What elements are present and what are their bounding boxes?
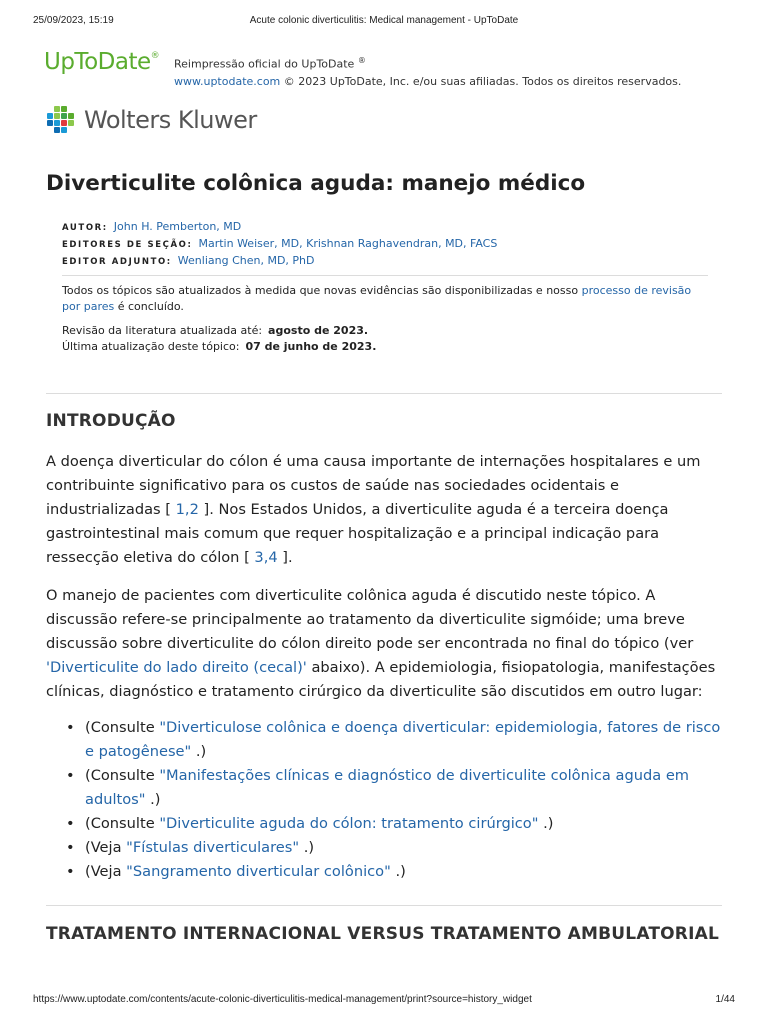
bullet-icon: •	[66, 815, 75, 832]
author-label: AUTOR:	[62, 223, 108, 233]
wolters-kluwer-mark-icon	[45, 105, 77, 137]
reprint-registered-mark: ®	[357, 56, 366, 65]
list-item	[66, 764, 726, 812]
print-url: https://www.uptodate.com/contents/acute-colonic-diverticulitis-medical-management/print?source=history_widget	[33, 994, 532, 1005]
related-topics-list	[66, 716, 726, 884]
intro-p2-text-a: O manejo de pacientes com diverticulite colônica aguda é discutido neste tópico. A discussão refere-se principalmente ao tratamento da diverticulite sigmóide; uma breve discussão sobre diverticulite do cólon direito pode ser encontrada no final do tópico (ver	[46, 587, 694, 652]
metadata-divider	[62, 275, 708, 276]
author-row	[62, 219, 497, 236]
list-item	[66, 860, 726, 884]
reprint-notice	[174, 52, 681, 90]
related-topic-link[interactable]: "Sangramento diverticular colônico"	[126, 863, 391, 880]
related-topic-link[interactable]: "Manifestações clínicas e diagnóstico de diverticulite colônica aguda em adultos"	[85, 767, 690, 808]
list-item-suffix: .)	[303, 839, 315, 856]
list-item-suffix: .)	[195, 743, 207, 760]
print-datetime: 25/09/2023, 15:19	[33, 15, 114, 26]
update-note-text: Todos os tópicos são atualizados à medida que novas evidências são disponibilizadas e nosso	[62, 284, 579, 297]
print-page-number: 1/44	[715, 994, 735, 1005]
list-item	[66, 812, 726, 836]
bullet-icon: •	[66, 839, 75, 856]
deputy-editor-link[interactable]: Wenliang Chen, MD, PhD	[177, 254, 315, 267]
related-topic-link[interactable]: "Diverticulite aguda do cólon: tratamento cirúrgico"	[159, 815, 539, 832]
intro-p1-text-c: ].	[282, 549, 293, 566]
brand-row	[44, 46, 734, 86]
list-item-prefix: (Consulte	[85, 719, 155, 736]
review-dates	[62, 323, 376, 355]
deputy-editor-label: EDITOR ADJUNTO:	[62, 257, 172, 267]
author-link[interactable]: John H. Pemberton, MD	[113, 220, 242, 233]
list-item-prefix: (Veja	[85, 839, 122, 856]
bullet-icon: •	[66, 767, 75, 784]
deputy-editor-row	[62, 253, 497, 270]
intro-paragraph-1	[46, 450, 726, 570]
print-footer	[33, 994, 735, 1005]
page-title: Diverticulite colônica aguda: manejo médico	[46, 171, 586, 196]
last-update-row	[62, 339, 376, 355]
intro-p2-text-b: abaixo). A epidemiologia, fisiopatologia, manifestações clínicas, diagnóstico e tratamento cirúrgico da diverticulite são discutidos em outro lugar:	[46, 659, 716, 700]
update-note	[62, 283, 712, 315]
section-editors-link[interactable]: Martin Weiser, MD, Krishnan Raghavendran, MD, FACS	[198, 237, 498, 250]
section-heading-introduction: INTRODUÇÃO	[46, 411, 176, 431]
list-item-prefix: (Consulte	[85, 815, 155, 832]
last-update-date: 07 de junho de 2023.	[245, 340, 377, 353]
list-item	[66, 716, 726, 764]
list-item-suffix: .)	[150, 791, 161, 808]
right-sided-diverticulitis-link[interactable]: 'Diverticulite do lado direito (cecal)'	[46, 659, 307, 676]
last-update-label: Última atualização deste tópico:	[62, 340, 240, 353]
list-item-prefix: (Consulte	[85, 767, 155, 784]
list-item-suffix: .)	[395, 863, 406, 880]
related-topic-link[interactable]: "Fístulas diverticulares"	[126, 839, 300, 856]
section-heading-treatment-setting: TRATAMENTO INTERNACIONAL VERSUS TRATAMENTO AMBULATORIAL	[46, 924, 720, 944]
intro-p1-text-b: ]. Nos Estados Unidos, a diverticulite aguda é a terceira doença gastrointestinal mais comum que requer hospitalização e a principal indicação para ressecção eletiva do cólon [	[46, 501, 669, 566]
literature-review-row	[62, 323, 376, 339]
uptodate-site-link[interactable]: www.uptodate.com	[174, 74, 281, 88]
reprint-line: Reimpressão oficial do UpToDate	[174, 57, 355, 71]
reference-link-3-4[interactable]: 3,4	[254, 549, 278, 566]
list-item	[66, 836, 726, 860]
literature-review-date: agosto de 2023.	[268, 324, 369, 337]
registered-mark: ®	[150, 51, 160, 61]
intro-p1-text-a: A doença diverticular do cólon é uma causa importante de internações hospitalares e um contribuinte significativo para os custos de saúde nas sociedades ocidentais e industrializadas [	[46, 453, 701, 518]
print-page-title: Acute colonic diverticulitis: Medical management - UpToDate	[249, 15, 519, 26]
section-divider	[46, 393, 722, 394]
section-divider	[46, 905, 722, 906]
list-item-prefix: (Veja	[85, 863, 122, 880]
uptodate-logo	[44, 49, 159, 75]
list-item-suffix: .)	[543, 815, 554, 832]
publisher-name: Wolters Kluwer	[84, 106, 257, 134]
copyright-text: © 2023 UpToDate, Inc. e/ou suas afiliadas. Todos os direitos reservados.	[283, 74, 682, 88]
topic-contributors	[62, 219, 497, 270]
peer-review-link[interactable]: processo de revisão por pares	[62, 284, 692, 313]
section-editors-label: EDITORES DE SEÇÃO:	[62, 240, 193, 250]
update-note-end: é concluído.	[117, 300, 184, 313]
literature-review-label: Revisão da literatura atualizada até:	[62, 324, 263, 337]
section-editors-row	[62, 236, 497, 253]
related-topic-link[interactable]: "Diverticulose colônica e doença diverticular: epidemiologia, fatores de risco e patogênese"	[85, 719, 721, 760]
reference-link-1-2[interactable]: 1,2	[175, 501, 199, 518]
intro-paragraph-2	[46, 584, 726, 704]
uptodate-logo-text: UpToDate	[44, 49, 151, 75]
bullet-icon: •	[66, 863, 75, 880]
bullet-icon: •	[66, 719, 75, 736]
